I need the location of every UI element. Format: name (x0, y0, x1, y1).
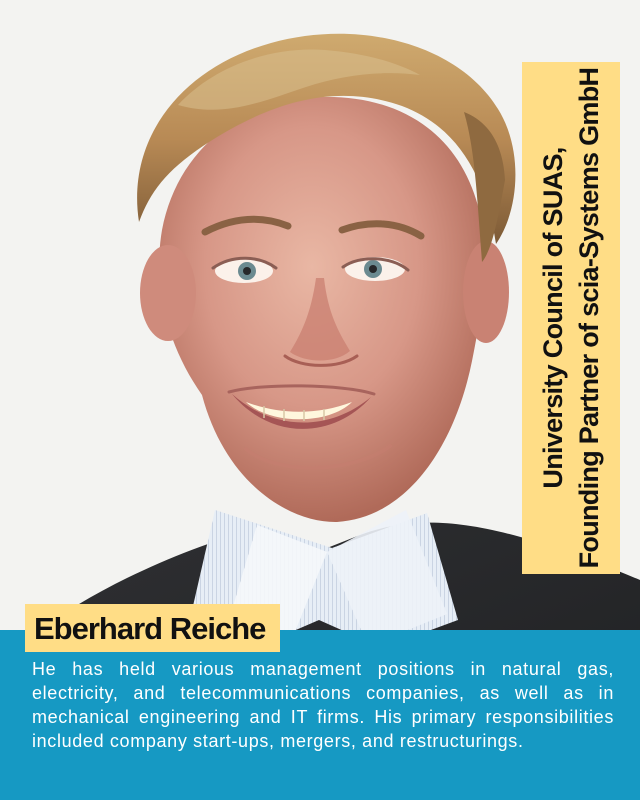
role-banner (522, 62, 620, 574)
person-name: Eberhard Reiche (34, 610, 266, 646)
bio-panel (0, 630, 640, 800)
name-tag (25, 604, 280, 652)
role-text (535, 67, 607, 569)
bio-text: He has held various management positions in natural gas, electricity, and telecommunications companies, as well as in mechanical engineering and IT firms. His primary responsibilities included company start-ups, mergers, and restructurings. (32, 659, 614, 751)
role-line-2: Founding Partner of scia-Systems GmbH (574, 67, 604, 569)
role-line-1: University Council of SUAS, (538, 147, 568, 489)
